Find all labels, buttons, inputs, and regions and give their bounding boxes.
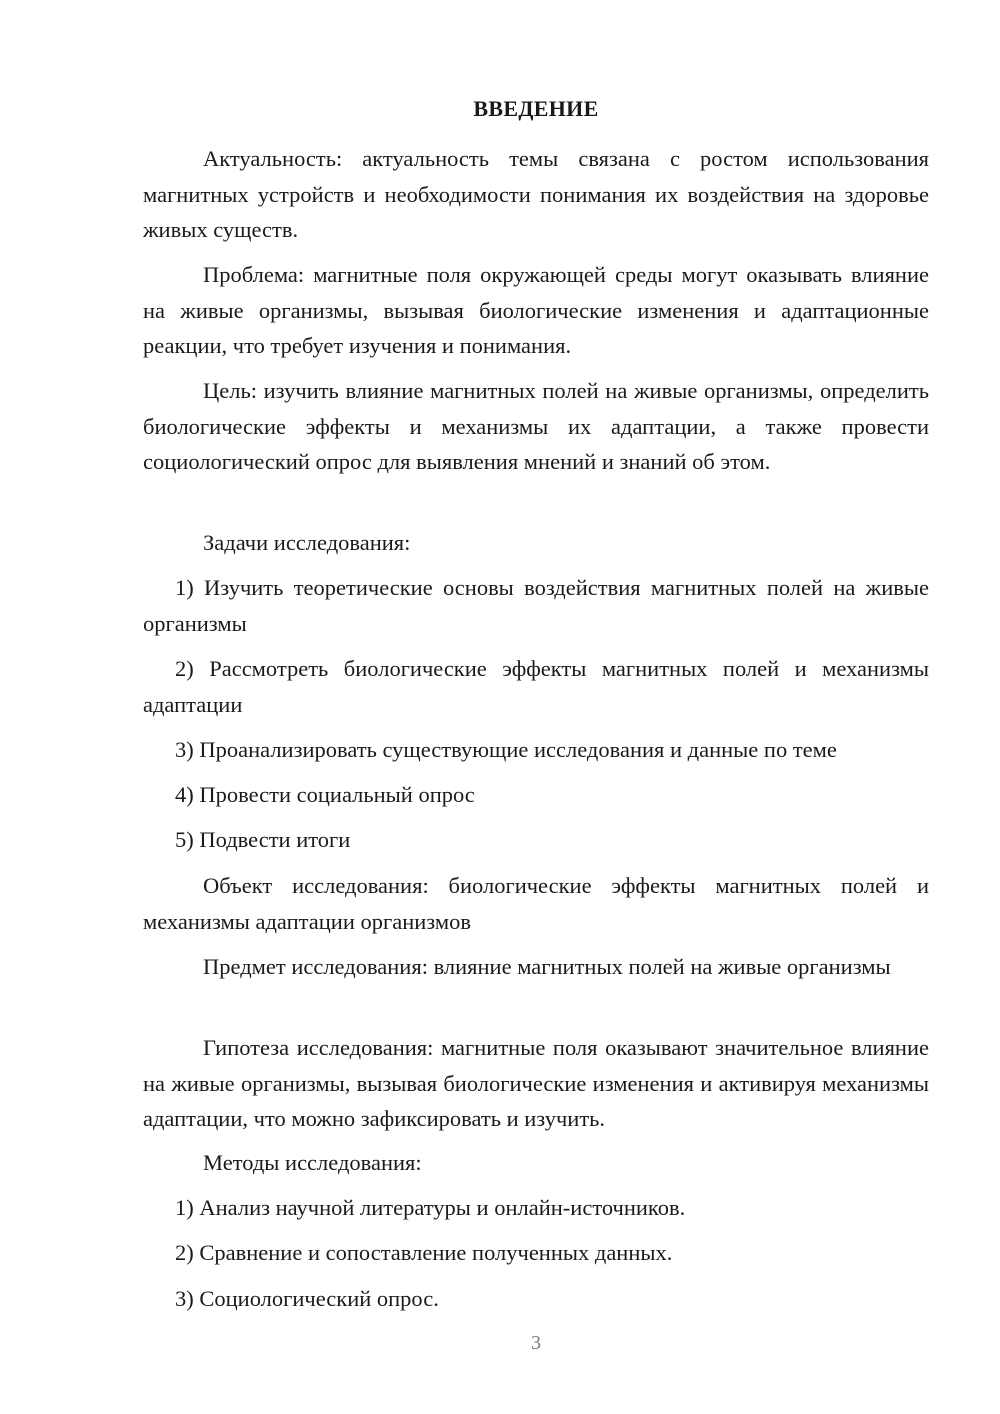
hypothesis-paragraph: Гипотеза исследования: магнитные поля оказывают значительное влияние на живые организмы, вызывая биологические изменения и активируя механизмы адаптации, что можно зафиксировать и изучить. (143, 1035, 929, 1131)
method-item-2: 2) Сравнение и сопоставление полученных данных. (175, 1240, 673, 1265)
task-item-2: 2) Рассмотреть биологические эффекты магнитных полей и механизмы адаптации (143, 656, 929, 717)
task-item-3: 3) Проанализировать существующие исследования и данные по теме (175, 737, 837, 762)
task-item-4: 4) Провести социальный опрос (175, 782, 475, 807)
tasks-heading: Задачи исследования: (203, 530, 411, 555)
page-title: ВВЕДЕНИЕ (473, 96, 599, 121)
relevance-paragraph: Актуальность: актуальность темы связана с ростом использования магнитных устройств и необходимости понимания их воздействия на здоровье живых существ. (143, 146, 929, 242)
subject-paragraph: Предмет исследования: влияние магнитных полей на живые организмы (203, 954, 891, 979)
task-item-1: 1) Изучить теоретические основы воздействия магнитных полей на живые организмы (143, 575, 929, 636)
task-item-5: 5) Подвести итоги (175, 827, 351, 852)
page-number: 3 (531, 1332, 541, 1354)
goal-paragraph: Цель: изучить влияние магнитных полей на живые организмы, определить биологические эффекты и механизмы их адаптации, а также провести социологический опрос для выявления мнений и знаний об этом. (143, 378, 929, 474)
method-item-3: 3) Социологический опрос. (175, 1286, 439, 1311)
methods-heading: Методы исследования: (203, 1150, 422, 1175)
object-paragraph: Объект исследования: биологические эффекты магнитных полей и механизмы адаптации организмов (143, 873, 929, 934)
method-item-1: 1) Анализ научной литературы и онлайн-источников. (175, 1195, 686, 1220)
problem-paragraph: Проблема: магнитные поля окружающей среды могут оказывать влияние на живые организмы, вызывая биологические изменения и адаптационные реакции, что требует изучения и понимания. (143, 262, 929, 358)
